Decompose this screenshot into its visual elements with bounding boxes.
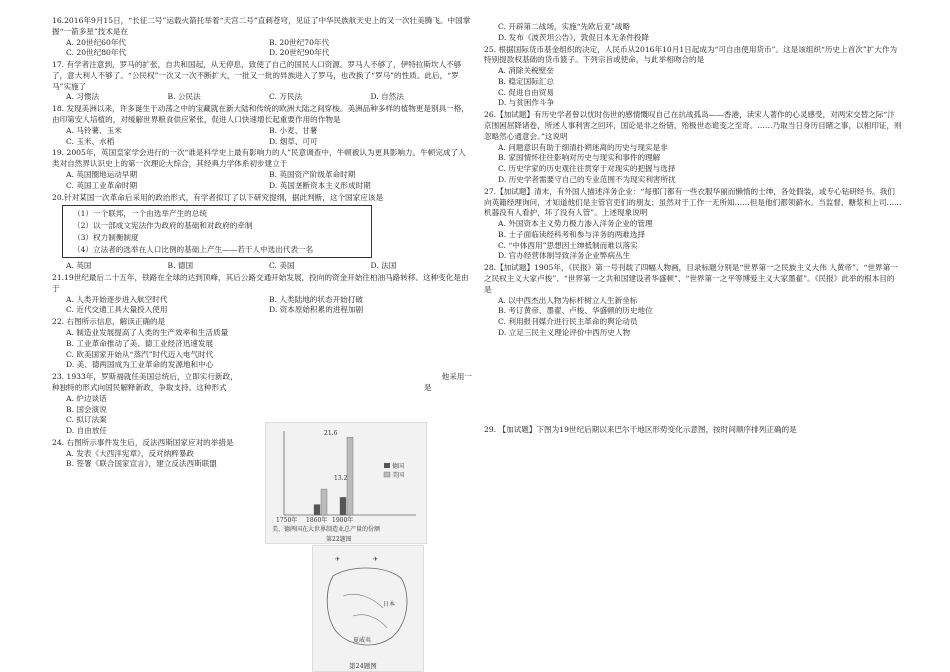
option-d: D. 历史学者需要守自己的专业范围不为现实利害所扰 (498, 174, 676, 184)
option-c: C. 玉米、水稻 (66, 136, 115, 146)
question-stem: 17. 有学者注意到，罗马的扩张，自共和国起，从无停息，致使了自己的国民人口资源。罗马人不够了，伊特拉斯坎人不够了，意大利人不够了。“公民权”一次又一次不断扩大，一批又一批的异族进入了罗马，也改换了“罗马”的性质。此后，“罗马”实施了 (52, 60, 462, 91)
question-22 (52, 317, 272, 371)
question-stem: 24. 右图所示事件发生后，反法西斯国家应对的举措是 (52, 437, 234, 447)
question-29 (484, 425, 902, 436)
outline-item: （1）一个联邦，一个由选举产生的总统 (73, 209, 207, 219)
option-d: D. 法国 (370, 261, 397, 271)
question-17 (52, 60, 472, 103)
option-b: B. 德国 (167, 261, 194, 271)
option-c: C. 拟订法案 (66, 415, 107, 425)
question-stem-cont: 他采用一 (441, 372, 472, 382)
option-c: C. 英国工业革命时期 (66, 180, 138, 190)
question-25 (484, 45, 902, 110)
x-tick: 1860年 (306, 517, 328, 524)
question-stem-tail: 是 (424, 382, 432, 392)
question-stem: 19. 2005年，英国皇家学会进行的一次“谁是科学史上最有影响力的人”民意调查中，牛顿被认为更具影响力。牛顿完成了人类对自然界认识史上的第一次理论大综合，其经典力学体系初步建立于 (52, 148, 466, 169)
option-d: D. 美、德两国成为工业革命的发源地和中心 (66, 360, 214, 370)
option-a: A. 问题意识有助于细清扑朔迷离的历史与现实是非 (498, 142, 668, 152)
option-c: C. “中体西用”思想因土绅抵制而难以落实 (498, 240, 638, 250)
option-b: B. 人类陆地的状态开始打破 (269, 294, 363, 304)
data-label: 13.2 (334, 475, 348, 482)
option-b: B. 士子面临读经科考和参与洋务的两难选择 (498, 229, 646, 239)
option-b: B. 签署《联合国家宣言》，建立反法西斯联盟 (66, 459, 217, 469)
question-26 (484, 110, 902, 185)
option-c: C. 20世纪80年代 (66, 48, 127, 58)
option-d: D. 发布《波茨坦公告》，敦促日本无条件投降 (498, 32, 650, 42)
bar-de (314, 505, 320, 515)
option-b: B. 小麦、甘薯 (269, 125, 318, 135)
option-d: D. 资本原始积累的进程加剧 (269, 305, 364, 315)
figure-22-bar-chart (265, 422, 427, 544)
data-label: 21.6 (324, 430, 338, 437)
legend-us: 美国 (392, 472, 405, 479)
option-d: D. 20世纪90年代 (269, 48, 330, 58)
question-18 (52, 104, 472, 147)
option-a: A. 习惯法 (66, 92, 100, 102)
option-d: D. 立足三民主义理论评价中西历史人物 (498, 327, 631, 337)
legend-de: 德国 (392, 463, 405, 470)
question-24-continued (484, 22, 902, 44)
option-b: B. 公民法 (167, 92, 201, 102)
figure-24-svg (313, 546, 425, 672)
option-c: C. 利用报刊媒介进行民主革命的舆论动员 (498, 317, 638, 327)
outline-item: （2）以一部成文宪法作为政府的基础和对政府的牵制 (73, 221, 253, 231)
outline-item: （4）立法者的选举在人口比例的基础上产生——若干人中选出代表一名 (73, 244, 314, 254)
option-a: A. 20世纪60年代 (66, 37, 127, 47)
question-stem: 20.针对某国一次革命后采用的政治形式，有学者拟订了以下研究提纲，据此判断，这个国家应该是 (52, 192, 384, 202)
right-column (484, 22, 902, 436)
question-19 (52, 148, 472, 191)
figure-label: 第24题图 (349, 662, 377, 670)
left-column (52, 16, 472, 471)
svg-text:✈: ✈ (335, 556, 341, 563)
option-c: C. 开辟第二战场，实施“先欧后亚”战略 (498, 22, 631, 31)
option-a: A. 消除关税壁垒 (498, 66, 554, 76)
x-tick: 1750年 (276, 517, 298, 524)
option-b: B. 考订黄帝、墨翟、卢梭、华盛顿的历史地位 (498, 306, 653, 316)
option-a: A. 英国圈地运动早期 (66, 169, 138, 179)
question-16 (52, 16, 472, 59)
bar-us (321, 489, 327, 515)
svg-text:✈: ✈ (373, 556, 379, 563)
option-d: D. 官办经营体制导致洋务企业弊病丛生 (498, 251, 631, 261)
question-stem: 23. 1933年，罗斯福就任美国总统后，立即实行新政， (52, 372, 238, 382)
figure-label: 第22题图 (326, 536, 352, 543)
option-a: A. 人类开始逐步进入航空时代 (66, 294, 168, 304)
option-a: A. 英国 (66, 261, 92, 271)
option-c: C. 美国 (269, 261, 295, 271)
question-20 (52, 193, 472, 273)
option-a: A. 马铃薯、玉米 (66, 125, 122, 135)
question-21 (52, 273, 472, 316)
research-outline-box (62, 205, 372, 258)
option-a: A. 制造业发展提高了人类的生产效率和生活质量 (66, 328, 229, 338)
figure-caption: 美、德两国在大世界制造业总产量的份额 (272, 526, 381, 533)
map-label: 夏威夷 (353, 637, 372, 644)
question-27 (484, 187, 902, 262)
question-stem: 21.19世纪最后二十五年，铁路在全球的达到顶峰，其后公路交通开始发展，投向的资金开始往柏油马路转移。这种变化是由于 (52, 273, 469, 293)
option-d: D. 英国垄断资本主义形成时期 (269, 180, 371, 190)
question-stem-line2: 种独特的形式向国民解释新政，争取支持。这种形式 (52, 382, 227, 392)
option-d: D. 自然法 (370, 92, 404, 102)
option-d: D. 自由放任 (66, 426, 108, 436)
question-stem: 18. 发现美洲以来，许多诞生于动荡之中的宝藏就在新大陆和传统的欧洲大陆之间穿梭。美洲品种多样的植物更是别具一格，由印第安人培植的，对缓解世界粮食供应紧张，促进人口快速增长起重要作用的作物是 (52, 104, 469, 125)
option-c: C. 近代交通工具大量投入使用 (66, 305, 168, 315)
x-tick: 1900年 (332, 517, 354, 524)
bar-us (347, 437, 353, 515)
option-c: C. 欧美国家开始从“蒸汽”时代迈入电气时代 (66, 349, 214, 359)
question-stem: 25. 根据国际货币基金组织的决定，人民币从2016年10月1日起成为“可自由使用货币”。这是该组织“历史上首次”扩大作为特别提款权基础的货币篮子。下列宗旨或使命，与此举相吻合的是 (484, 44, 898, 65)
option-b: B. 20世纪70年代 (269, 37, 330, 47)
option-a: A. 外国资本主义势力极力渗入洋务企业的管理 (498, 219, 653, 229)
option-d: D. 烟草、可可 (269, 136, 318, 146)
option-c: C. 促进自由贸易 (498, 87, 554, 97)
option-b: B. 家国情怀往往影响对历史与现实和事件的理解 (498, 153, 661, 163)
question-stem: 26.【加试题】有历史学者曾以忧时伤世的感情慨叹自己在抗战孤岛——香港，读宋人著作的心灵感受，对两宋交替之际“汴京围困屈降诸卷，所述人事利害之回环，国论是非之纷错，殆极世态诡变之至奇。……乃取当日身历目睹之事，以相印证，则忽略然心通意会。”这说明 (484, 110, 902, 141)
outline-item: （3）权力制衡制度 (73, 232, 139, 242)
option-b: B. 英国资产阶级革命时期 (269, 169, 356, 179)
question-stem: 28.【加试题】1905年，《民报》第一号刊载了四幅人物画，目录标题分别是“世界第一之民族主义大伟 人黄帝”、“世界第一之民权主义大家卢梭”、“世界第一之共和国建设者华盛顿”、“世界第一之平等博爱主义大家墨翟”。《民报》此举的根本目的是 (484, 263, 898, 294)
figure-22-svg (266, 423, 428, 545)
question-stem: 16.2016年9月15日，“长征二号”运载火箭托举着“天宫二号”直刺苍穹，见证了中华民族航天史上的又一次壮美腾飞。中国掌握“一箭多星”技术是在 (52, 16, 471, 36)
option-c: C. 万民法 (269, 92, 303, 102)
option-b: B. 工业革命推动了美、德工业经济迅速发展 (66, 338, 214, 348)
question-stem: 22. 右图所示信息，解读正确的是 (52, 317, 166, 327)
option-b: B. 国会演说 (66, 404, 107, 414)
map-label: 日本 (383, 601, 396, 608)
bar-de (340, 497, 346, 515)
question-stem: 27.【加试题】清末，有外国人描述洋务企业：“每那门都有一些衣服华丽而懒惰的士绅，各处假装，或专心钻研经书。我们向英籍经理询问，才知道他们是主管官吏们的朋友；虽然对于工作一无所知……但是他们都领薪水。当监督、糖浆和上司……机器没有人看护，坏了没有人管”。上述现象说明 (484, 186, 902, 218)
option-a: A. 炉边谈话 (66, 393, 107, 403)
option-c: C. 历史学家的历史观往往贯穿于对现实的把握与选择 (498, 164, 676, 174)
figure-24-map (312, 545, 424, 672)
option-a: A. 以中西杰出人物为标杆树立人生新坐标 (498, 295, 638, 305)
option-d: D. 与贫困作斗争 (498, 98, 555, 108)
question-28 (484, 263, 902, 338)
option-a: A. 发表《大西洋宪章》，反对纳粹暴政 (66, 448, 195, 458)
question-stem: 29. 【加试题】下图为19世纪后期以来巴尔干地区形势变化示意图，按时间顺序排列正确的是 (484, 424, 797, 434)
option-b: B. 稳定国际汇总 (498, 76, 554, 86)
